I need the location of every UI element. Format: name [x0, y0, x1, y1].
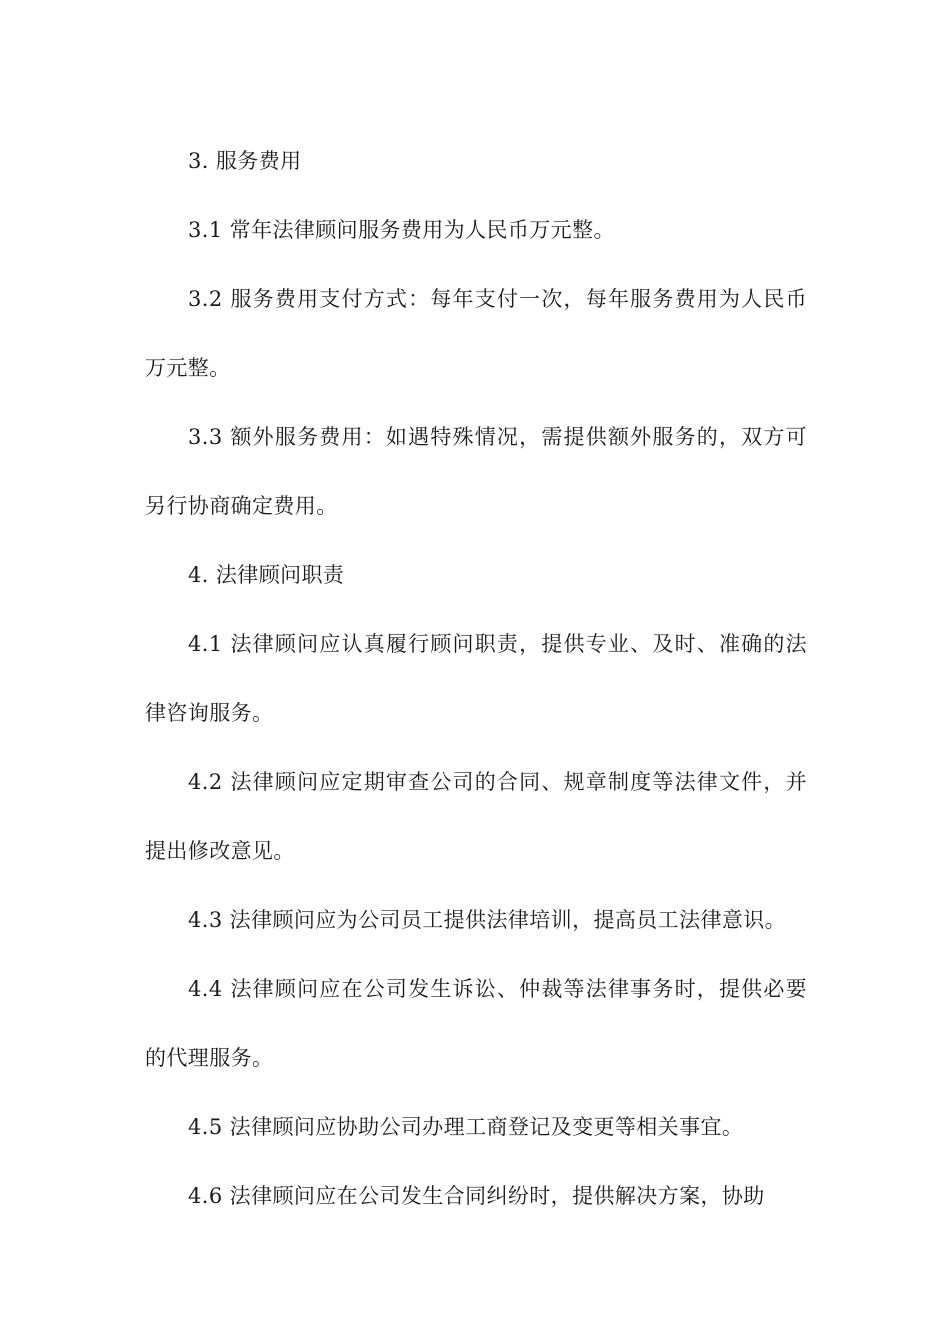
clause-4-6: 4.6 法律顾问应在公司发生合同纠纷时，提供解决方案，协助: [188, 1184, 765, 1208]
clause-4-4: 4.4 法律顾问应在公司发生诉讼、仲裁等法律事务时，提供必要的代理服务。: [145, 977, 807, 1070]
clause-4-5: 4.5 法律顾问应协助公司办理工商登记及变更等相关事宜。: [188, 1115, 744, 1139]
clause-4-1: 4.1 法律顾问应认真履行顾问职责，提供专业、及时、准确的法律咨询服务。: [145, 632, 807, 725]
clause-3-2: 3.2 服务费用支付方式：每年支付一次，每年服务费用为人民币万元整。: [145, 287, 807, 380]
clause-4-3: 4.3 法律顾问应为公司员工提供法律培训，提高员工法律意识。: [188, 908, 787, 932]
clause-3-1: 3.1 常年法律顾问服务费用为人民币万元整。: [188, 218, 615, 242]
section-heading-duties: 4. 法律顾问职责: [188, 563, 345, 587]
clause-4-2: 4.2 法律顾问应定期审查公司的合同、规章制度等法律文件，并提出修改意见。: [145, 770, 807, 863]
clause-3-3: 3.3 额外服务费用：如遇特殊情况，需提供额外服务的，双方可另行协商确定费用。: [145, 425, 807, 518]
document-body: [145, 127, 807, 1231]
section-heading-fees: 3. 服务费用: [188, 149, 302, 173]
